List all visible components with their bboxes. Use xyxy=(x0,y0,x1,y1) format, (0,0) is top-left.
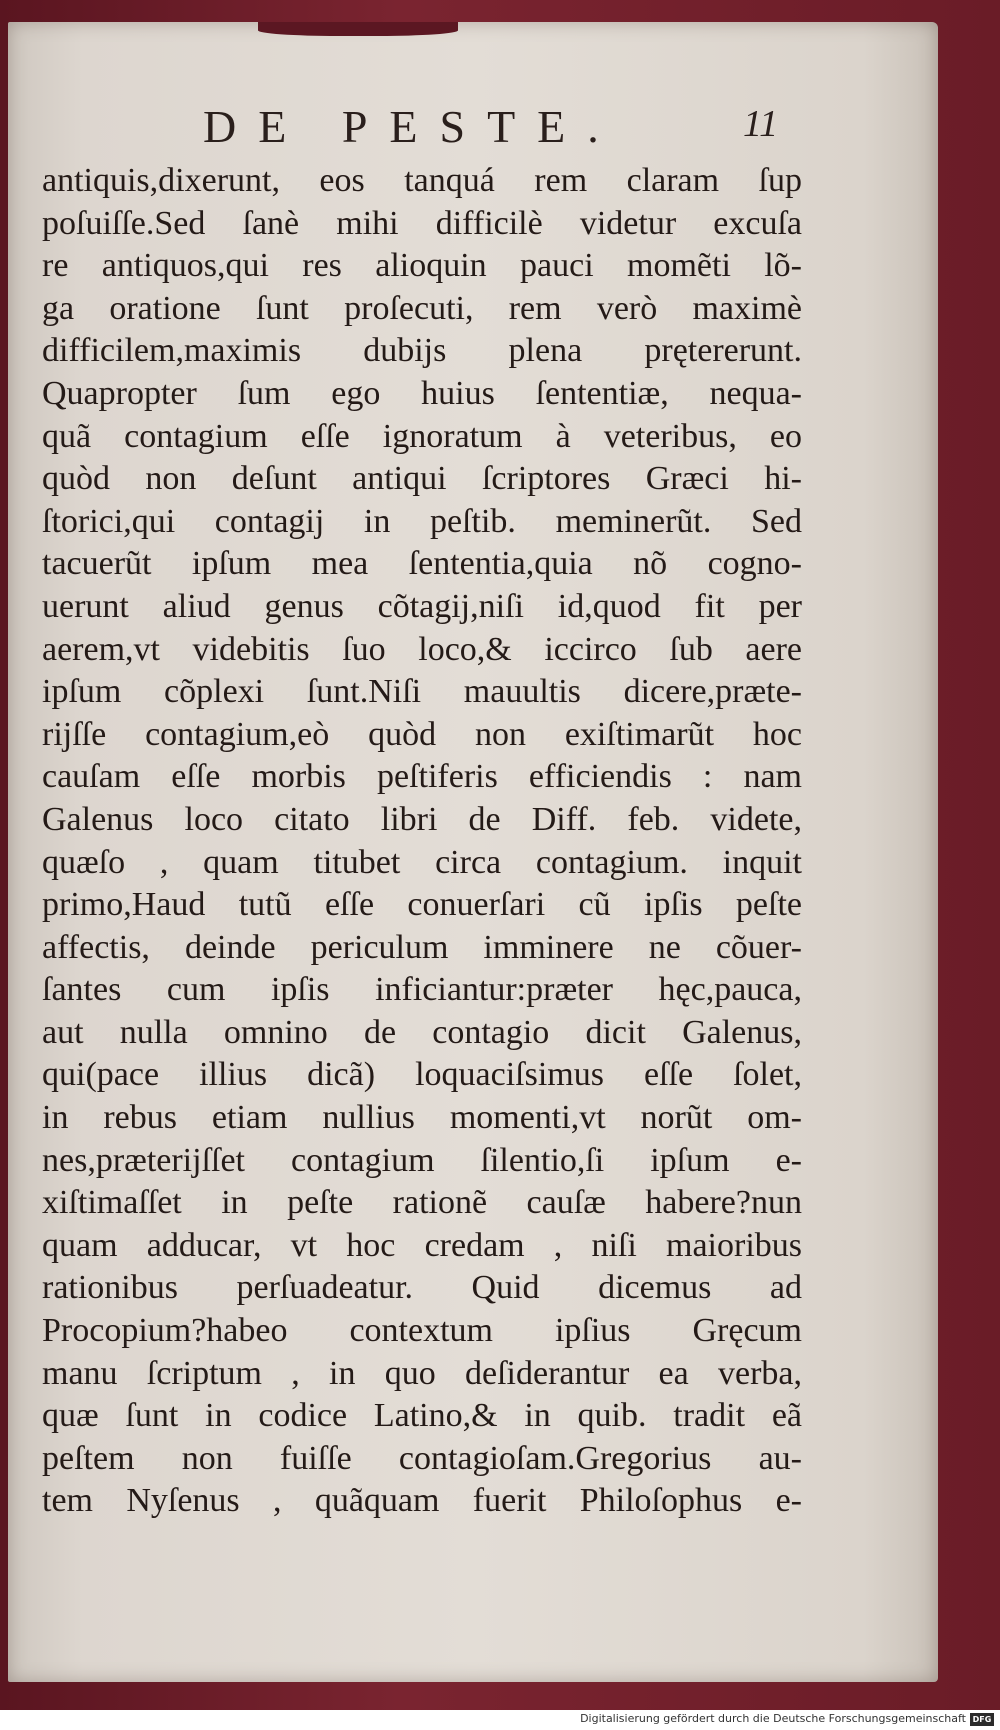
text-line: difficilem,maximis dubijs plena prętererunt. xyxy=(42,332,802,370)
digitization-footer xyxy=(0,1710,1000,1730)
text-line: uerunt aliud genus cõtagij,niſi id,quod fit per xyxy=(42,587,802,625)
text-line: ipſum cõplexi ſunt.Niſi mauultis dicere,præte- xyxy=(42,673,802,711)
text-line: qui(pace illius dicã) loquaciſsimus eſſe ſolet, xyxy=(42,1056,802,1094)
text-line: quam adducar, vt hoc credam , niſi maioribus xyxy=(42,1226,802,1264)
text-line: tem Nyſenus , quãquam fuerit Philoſophus e- xyxy=(42,1482,802,1520)
book-page xyxy=(8,22,938,1682)
text-block xyxy=(42,160,802,1523)
text-line: tacuerũt ipſum mea ſententia,quia nõ cogno- xyxy=(42,545,802,583)
text-line: quòd non deſunt antiqui ſcriptores Græci hi- xyxy=(42,460,802,498)
text-line: affectis, deinde periculum imminere ne cõuer- xyxy=(42,928,802,966)
text-line: aut nulla omnino de contagio dicit Galenus, xyxy=(42,1013,802,1051)
text-line: nes,præterijſſet contagium ſilentio,ſi ipſum e- xyxy=(42,1141,802,1179)
text-line: ga oratione ſunt proſecuti, rem verò maximè xyxy=(42,289,802,327)
text-line: xiſtimaſſet in peſte rationẽ cauſæ habere?nun xyxy=(42,1184,802,1222)
text-line: quã contagium eſſe ignoratum à veteribus, eo xyxy=(42,417,802,455)
text-line: quæ ſunt in codice Latino,& in quib. tradit eã xyxy=(42,1397,802,1435)
running-head: DE PESTE. xyxy=(203,101,621,152)
page-header xyxy=(8,82,938,152)
text-line: ſantes cum ipſis inficiantur:præter hęc,pauca, xyxy=(42,971,802,1009)
text-line: peſtem non fuiſſe contagioſam.Gregorius au- xyxy=(42,1439,802,1477)
text-line: in rebus etiam nullius momenti,vt norũt om- xyxy=(42,1099,802,1137)
text-line: ſtorici,qui contagij in peſtib. meminerũt. Sed xyxy=(42,502,802,540)
text-line: quæſo , quam titubet circa contagium. inquit xyxy=(42,843,802,881)
text-line: aerem,vt videbitis ſuo loco,& iccirco ſub aere xyxy=(42,630,802,668)
text-line: Procopium?habeo contextum ipſius Gręcum xyxy=(42,1312,802,1350)
text-line: Quapropter ſum ego huius ſententiæ, nequa- xyxy=(42,374,802,412)
text-line: rationibus perſuadeatur. Quid dicemus ad xyxy=(42,1269,802,1307)
text-line: rijſſe contagium,eò quòd non exiſtimarũt hoc xyxy=(42,715,802,753)
text-line: re antiquos,qui res alioquin pauci momẽti lõ- xyxy=(42,247,802,285)
page-number: 11 xyxy=(743,103,779,145)
text-line: Galenus loco citato libri de Diff. feb. videte, xyxy=(42,800,802,838)
text-line: primo,Haud tutũ eſſe conuerſari cũ ipſis peſte xyxy=(42,886,802,924)
text-line: cauſam eſſe morbis peſtiferis efficiendis : nam xyxy=(42,758,802,796)
funding-credit: Digitalisierung gefördert durch die Deutsche Forschungsgemeinschaft xyxy=(580,1712,966,1725)
page-stain xyxy=(258,22,458,36)
text-line: antiquis,dixerunt, eos tanquá rem claram ſup xyxy=(42,162,802,199)
dfg-logo-icon: DFG xyxy=(970,1713,994,1726)
text-line: poſuiſſe.Sed ſanè mihi difficilè videtur excuſa xyxy=(42,204,802,242)
text-line: manu ſcriptum , in quo deſiderantur ea verba, xyxy=(42,1354,802,1392)
